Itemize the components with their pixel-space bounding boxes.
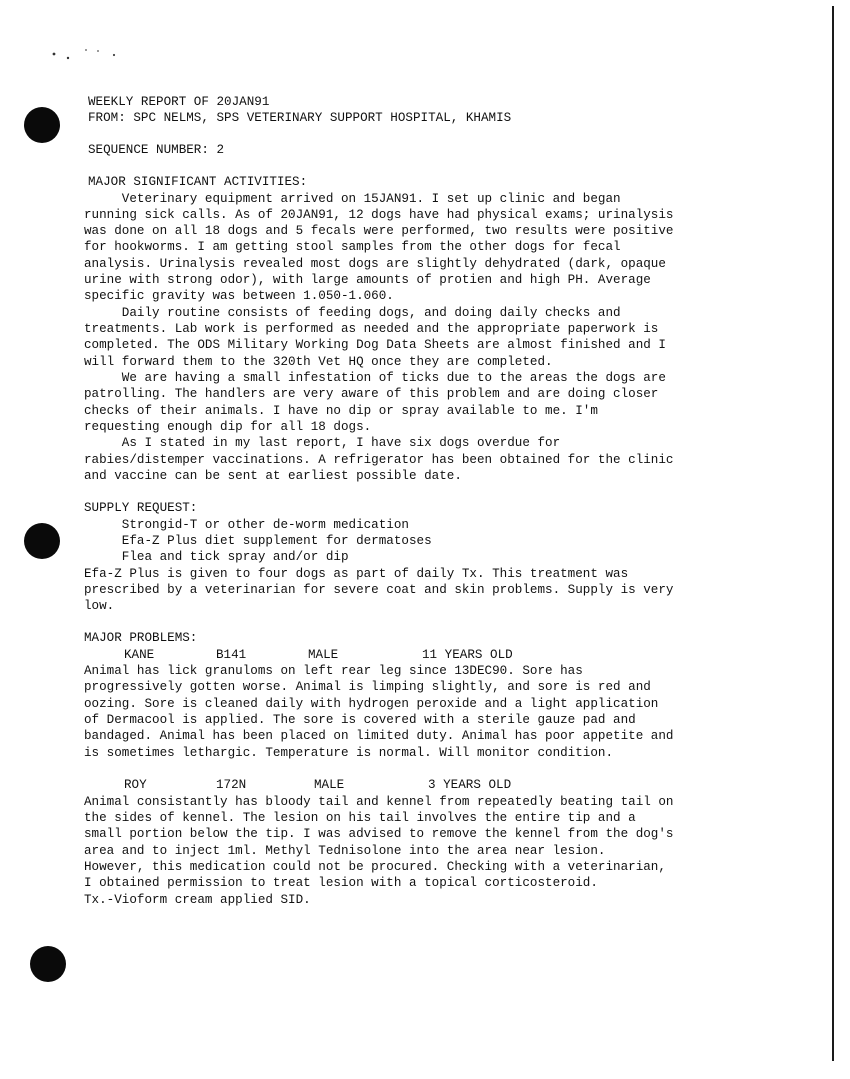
activities-line: and vaccine can be sent at earliest possible date. (84, 469, 462, 483)
activities-line: checks of their animals. I have no dip or spray available to me. I'm (84, 404, 598, 418)
kane-line: Animal has lick granuloms on left rear leg since 13DEC90. Sore has (84, 664, 583, 678)
supply-note: Efa-Z Plus is given to four dogs as part of daily Tx. This treatment was (84, 567, 629, 581)
page-edge (832, 6, 834, 1061)
kane-age: 11 YEARS OLD (422, 648, 513, 662)
punch-hole-bottom (30, 946, 66, 982)
activities-line: completed. The ODS Military Working Dog Data Sheets are almost finished and I (84, 338, 666, 352)
activities-line: As I stated in my last report, I have six dogs overdue for (84, 436, 561, 450)
activities-line: treatments. Lab work is performed as needed and the appropriate paperwork is (84, 322, 659, 336)
kane-name: KANE (124, 648, 155, 662)
roy-id: 172N (216, 778, 247, 792)
kane-line: bandaged. Animal has been placed on limited duty. Animal has poor appetite and (84, 729, 674, 743)
punch-hole-middle (24, 523, 60, 559)
kane-id: B141 (216, 648, 247, 662)
roy-line: I obtained permission to treat lesion with a topical corticosteroid. (84, 876, 598, 890)
roy-line: area and to inject 1ml. Methyl Tednisolone into the area near lesion. (84, 844, 606, 858)
activities-line: for hookworms. I am getting stool samples from the other dogs for fecal (84, 240, 621, 254)
supply-item: Flea and tick spray and/or dip (84, 550, 349, 564)
roy-line: Animal consistantly has bloody tail and kennel from repeatedly beating tail on (84, 795, 674, 809)
roy-sex: MALE (314, 778, 345, 792)
roy-line: the sides of kennel. The lesion on his tail involves the entire tip and a (84, 811, 636, 825)
activities-line: requesting enough dip for all 18 dogs. (84, 420, 372, 434)
supply-note: prescribed by a veterinarian for severe coat and skin problems. Supply is very (84, 583, 674, 597)
kane-line: is sometimes lethargic. Temperature is normal. Will monitor condition. (84, 746, 614, 760)
kane-line: oozing. Sore is cleaned daily with hydrogen peroxide and a light application (84, 697, 659, 711)
kane-line: of Dermacool is applied. The sore is covered with a sterile gauze pad and (84, 713, 636, 727)
activities-line: patrolling. The handlers are very aware of this problem and are doing closer (84, 387, 659, 401)
sequence-number: SEQUENCE NUMBER: 2 (88, 143, 225, 157)
activities-line: analysis. Urinalysis revealed most dogs are slightly dehydrated (dark, opaque (84, 257, 666, 271)
activities-heading: MAJOR SIGNIFICANT ACTIVITIES: (88, 175, 308, 189)
activities-line: will forward them to the 320th Vet HQ once they are completed. (84, 355, 553, 369)
activities-line: running sick calls. As of 20JAN91, 12 dogs have had physical exams; urinalysis (84, 208, 674, 222)
roy-line: Tx.-Vioform cream applied SID. (84, 893, 311, 907)
roy-line: However, this medication could not be procured. Checking with a veterinarian, (84, 860, 666, 874)
roy-name: ROY (124, 778, 147, 792)
problems-heading: MAJOR PROBLEMS: (84, 631, 198, 645)
activities-line: urine with strong odor), with large amounts of protien and high PH. Average (84, 273, 651, 287)
activities-line: specific gravity was between 1.050-1.060. (84, 289, 394, 303)
report-title: WEEKLY REPORT OF 20JAN91 (88, 95, 270, 109)
kane-line: progressively gotten worse. Animal is limping slightly, and sore is red and (84, 680, 651, 694)
kane-sex: MALE (308, 648, 339, 662)
activities-line: Daily routine consists of feeding dogs, and doing daily checks and (84, 306, 621, 320)
activities-line: was done on all 18 dogs and 5 fecals were performed, two results were positive (84, 224, 674, 238)
supply-note: low. (84, 599, 115, 613)
punch-hole-top (24, 107, 60, 143)
activities-line: We are having a small infestation of ticks due to the areas the dogs are (84, 371, 666, 385)
supply-item: Strongid-T or other de-worm medication (84, 518, 409, 532)
activities-line: rabies/distemper vaccinations. A refrigerator has been obtained for the clinic (84, 453, 674, 467)
activities-line: Veterinary equipment arrived on 15JAN91. I set up clinic and began (84, 192, 621, 206)
roy-line: small portion below the tip. I was advised to remove the kennel from the dog's (84, 827, 674, 841)
supply-item: Efa-Z Plus diet supplement for dermatoses (84, 534, 432, 548)
scan-specks (48, 44, 138, 64)
supply-heading: SUPPLY REQUEST: (84, 501, 198, 515)
report-from: FROM: SPC NELMS, SPS VETERINARY SUPPORT HOSPITAL, KHAMIS (88, 111, 512, 125)
roy-age: 3 YEARS OLD (428, 778, 512, 792)
